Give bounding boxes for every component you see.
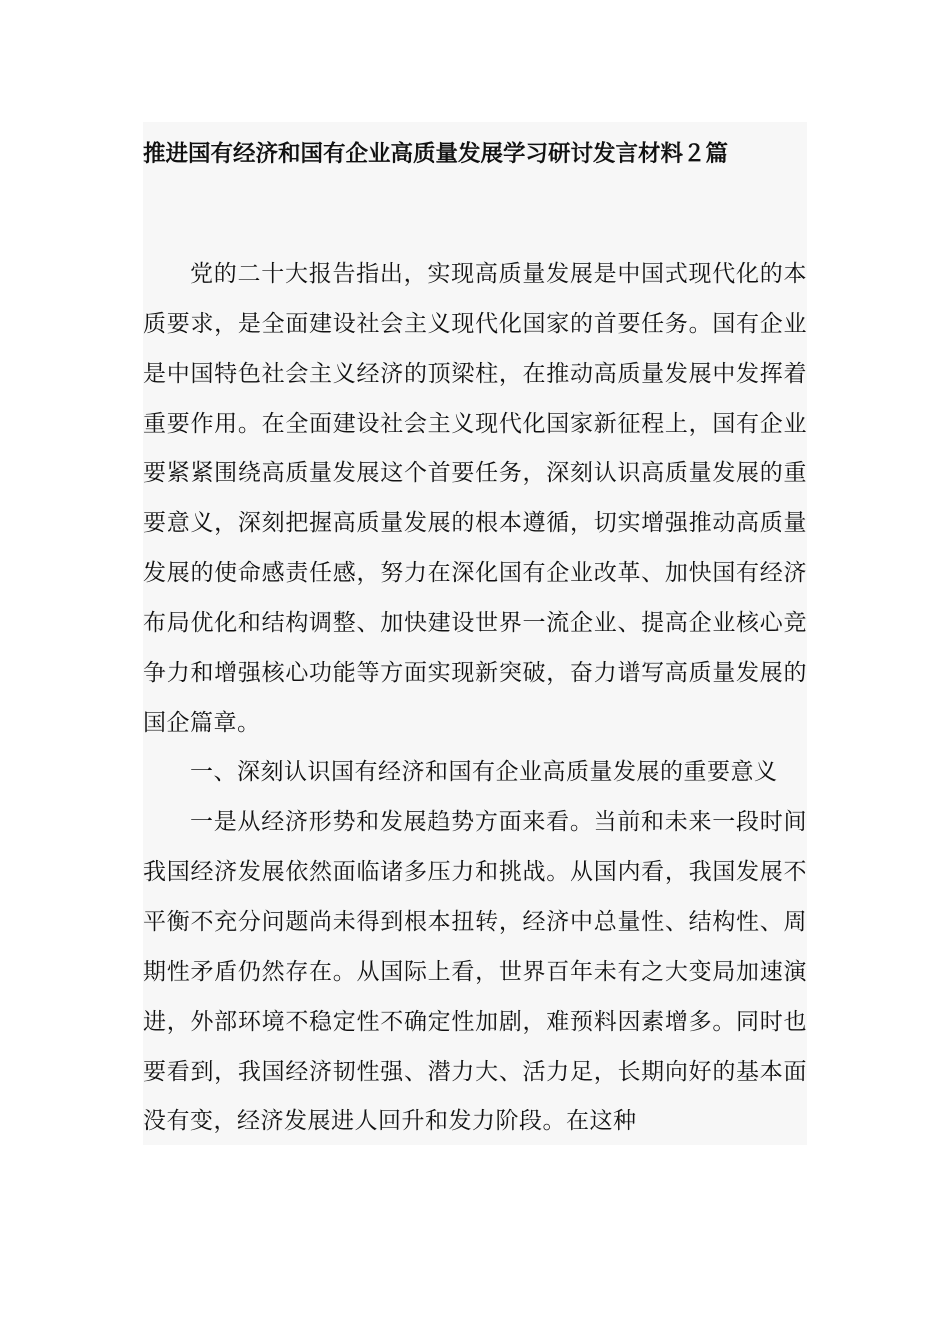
- section-heading: 一、深刻认识国有经济和国有企业高质量发展的重要意义: [190, 759, 778, 786]
- intro-paragraph: 党的二十大报告指出，实现高质量发展是中国式现代化的本质要求，是全面建设社会主义现代化国家的首要任务。国有企业是中国特色社会主义经济的顶梁柱，在推动高质量发展中发挥着重要作用。在全面建设社会主义现代化国家新征程上，国有企业要紧紧围绕高质量发展这个首要任务，深刻认识高质量发展的重要意义，深刻把握高质量发展的根本遵循，切实增强推动高质量发展的使命感责任感，努力在深化国有企业改革、加快国有经济布局优化和结构调整、加快建设世界一流企业、提高企业核心竞争力和增强核心功能等方面实现新突破，奋力谱写高质量发展的国企篇章。: [143, 261, 807, 736]
- body-paragraph: 一是从经济形势和发展趋势方面来看。当前和未来一段时间我国经济发展依然面临诸多压力和挑战。从国内看，我国发展不平衡不充分问题尚未得到根本扭转，经济中总量性、结构性、周期性矛盾仍然存在。从国际上看，世界百年未有之大变局加速演进，外部环境不稳定性不确定性加剧，难预料因素增多。同时也要看到，我国经济韧性强、潜力大、活力足，长期向好的基本面没有变，经济发展进人回升和发力阶段。在这种: [143, 809, 807, 1135]
- document-title: 推进国有经济和国有企业高质量发展学习研讨发言材料２篇: [143, 141, 729, 167]
- document-body: [143, 250, 807, 1147]
